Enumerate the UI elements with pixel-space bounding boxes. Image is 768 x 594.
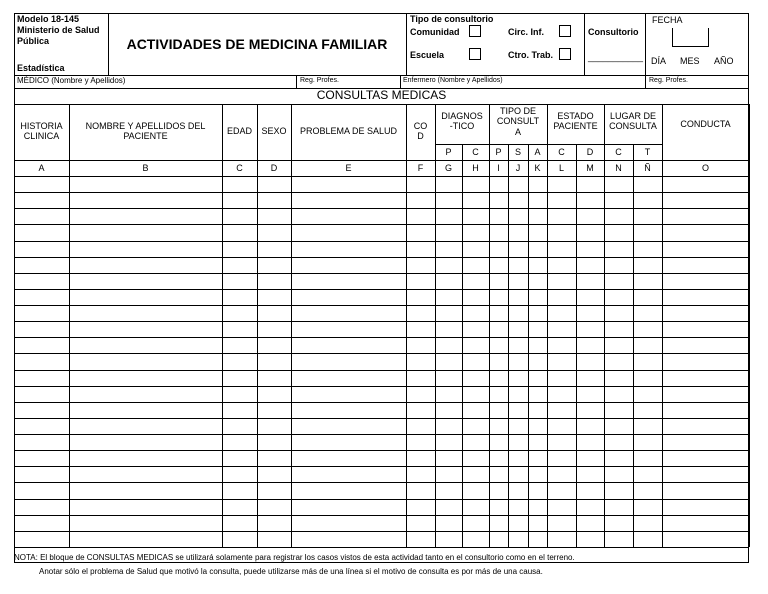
table-row (14, 257, 749, 258)
divider (296, 75, 297, 88)
col-historia: HISTORIA CLINICA (20, 121, 63, 142)
subcolumn-label: C (472, 147, 479, 157)
column-letter: O (701, 163, 709, 173)
month-label: MES (680, 56, 700, 66)
table-row (14, 208, 749, 209)
ctro-trab-label: Ctro. Trab. (508, 50, 554, 60)
col-cod: CO D (413, 121, 428, 142)
comunidad-label: Comunidad (410, 27, 460, 37)
column-letter: K (534, 163, 541, 173)
column-letter: B (142, 163, 149, 173)
column-divider (462, 144, 463, 547)
subcolumn-label: P (495, 147, 502, 157)
col-edad: EDAD (226, 126, 252, 136)
consultorio-field[interactable]: ___________ (588, 52, 644, 62)
subcolumn-label: S (514, 147, 521, 157)
divider (400, 75, 401, 88)
table-row (14, 305, 749, 306)
column-letter: G (444, 163, 452, 173)
divider (14, 160, 749, 161)
ministry-name-cont: Pública (17, 36, 50, 46)
footnote-cont: Anotar sólo el problema de Salud que motivó la consulta, puede utilizarse más de una línea si el motivo de consulta es por más de una causa. (39, 567, 543, 576)
divider (672, 28, 673, 47)
day-label: DÍA (651, 56, 667, 66)
column-letter: F (417, 163, 424, 173)
column-letter: A (38, 163, 45, 173)
statistics-label: Estadística (17, 63, 65, 73)
subcolumn-label: A (534, 147, 541, 157)
table-row (14, 547, 749, 548)
col-conducta: CONDUCTA (680, 119, 731, 129)
doctor-name-label: MÉDICO (Nombre y Apellidos) (17, 76, 126, 85)
table-row (14, 466, 749, 467)
column-letter: L (558, 163, 564, 173)
nurse-name-label: Enfermero (Nombre y Apellidos) (403, 77, 503, 84)
table-row (14, 499, 749, 500)
col-lugar-consulta: LUGAR DE CONSULTA (609, 111, 657, 132)
date-label: FECHA (652, 15, 683, 25)
table-row (14, 450, 749, 451)
column-letter: C (236, 163, 243, 173)
subcolumn-label: T (644, 147, 651, 157)
column-letter: H (472, 163, 479, 173)
column-letter: J (515, 163, 521, 173)
table-row (14, 224, 749, 225)
column-letter: M (586, 163, 594, 173)
col-sexo: SEXO (261, 126, 287, 136)
table-row (14, 418, 749, 419)
table-row (14, 241, 749, 242)
table-row (14, 321, 749, 322)
ministry-name: Ministerio de Salud (17, 25, 100, 35)
col-estado-paciente: ESTADO PACIENTE (553, 111, 598, 132)
consultorio-type-label: Tipo de consultorio (410, 14, 494, 24)
table-row (14, 370, 749, 371)
consultorio-label: Consultorio (588, 27, 639, 37)
escuela-checkbox[interactable] (469, 48, 481, 60)
table-row (14, 482, 749, 483)
divider (672, 46, 708, 47)
footnote: NOTA: El bloque de CONSULTAS MEDICAS se utilizará solamente para registrar los casos vistos de esta actividad tanto en el consultorio como en el terreno. (14, 553, 575, 562)
table-row (14, 386, 749, 387)
subcolumn-label: C (558, 147, 565, 157)
col-nombre: NOMBRE Y APELLIDOS DEL PACIENTE (85, 121, 206, 142)
column-letter: N (615, 163, 622, 173)
circ-inf-checkbox[interactable] (559, 25, 571, 37)
column-divider (576, 144, 577, 547)
divider (708, 28, 709, 47)
row-divider (14, 176, 749, 177)
column-letter: Ñ (644, 163, 651, 173)
table-row (14, 353, 749, 354)
col-diagnostico: DIAGNOS -TICO (441, 111, 483, 132)
doctor-reg-label: Reg. Profes. (300, 77, 339, 84)
subcolumn-label: C (615, 147, 622, 157)
column-divider (749, 104, 750, 547)
table-row (14, 434, 749, 435)
subcolumn-label: P (445, 147, 452, 157)
section-title: CONSULTAS MEDICAS (316, 88, 447, 102)
column-letter: D (270, 163, 278, 173)
column-letter: E (345, 163, 352, 173)
escuela-label: Escuela (410, 50, 445, 60)
comunidad-checkbox[interactable] (469, 25, 481, 37)
ctro-trab-checkbox[interactable] (559, 48, 571, 60)
table-row (14, 192, 749, 193)
table-row (14, 337, 749, 338)
nurse-reg-label: Reg. Profes. (649, 77, 688, 84)
col-tipo-consulta: TIPO DE CONSULT A (496, 106, 540, 137)
table-row (14, 531, 749, 532)
year-label: AÑO (714, 56, 734, 66)
divider (584, 13, 585, 75)
column-letter: I (497, 163, 500, 173)
table-row (14, 402, 749, 403)
divider (645, 13, 646, 88)
subcolumn-label: D (586, 147, 594, 157)
form-model-number: Modelo 18-145 (17, 14, 80, 24)
divider (14, 104, 749, 105)
table-row (14, 273, 749, 274)
table-row (14, 515, 749, 516)
divider (406, 13, 407, 75)
divider (435, 144, 662, 145)
column-divider (508, 144, 509, 547)
column-divider (633, 144, 634, 547)
col-problema: PROBLEMA DE SALUD (299, 126, 398, 136)
circ-inf-label: Circ. Inf. (508, 27, 545, 37)
column-divider (528, 144, 529, 547)
page-title: ACTIVIDADES DE MEDICINA FAMILIAR (126, 36, 388, 52)
table-row (14, 289, 749, 290)
